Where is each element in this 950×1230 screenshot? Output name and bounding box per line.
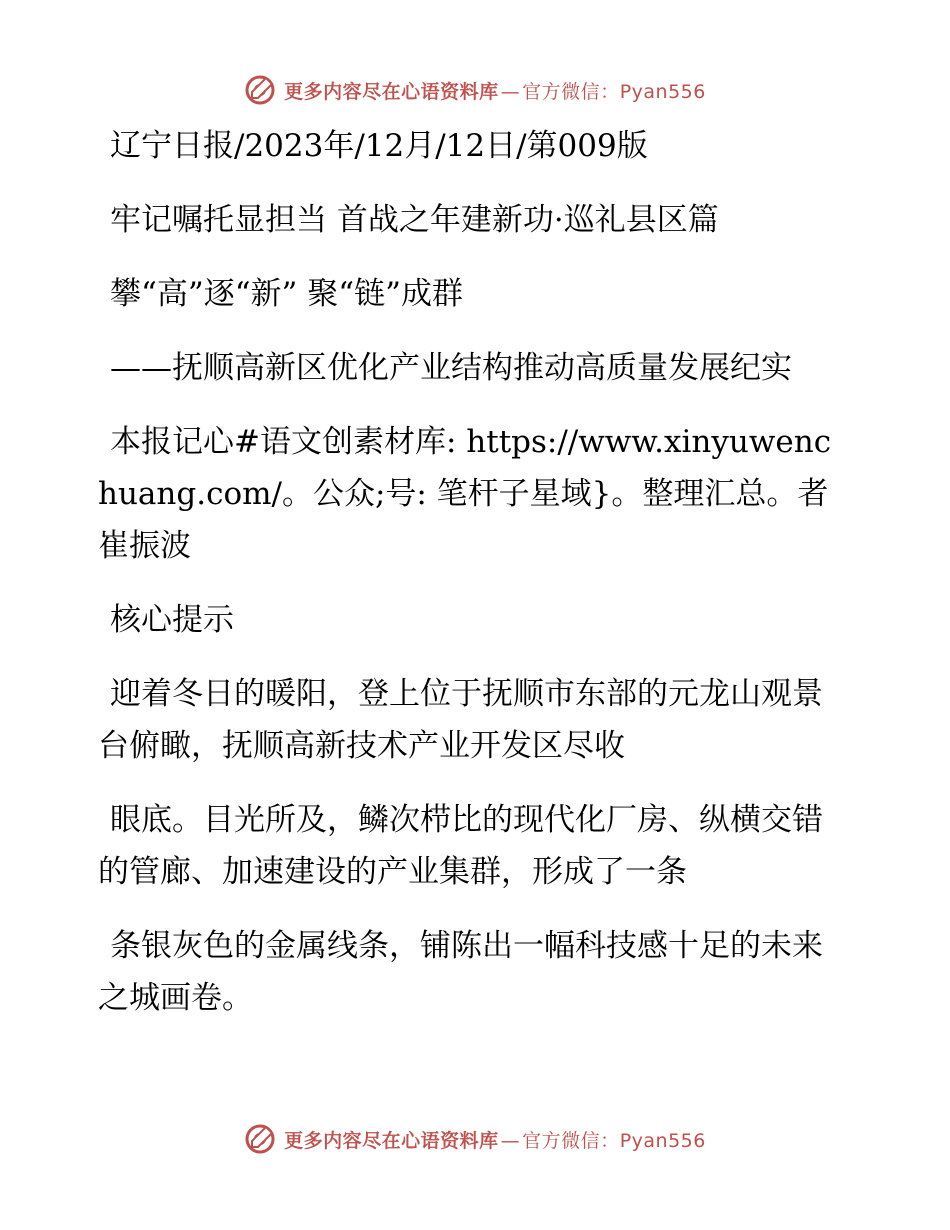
watermark-wechat-id: Pyan556 (619, 1129, 706, 1152)
quill-seal-icon (244, 74, 276, 106)
body-paragraph: 条银灰色的金属线条，铺陈出一幅科技感十足的未来之城画卷。 (98, 928, 823, 1016)
article-headline: 攀“高”逐“新” 聚“链”成群 (110, 276, 463, 312)
article-subtitle: ——抚顺高新区优化产业结构推动高质量发展纪实 (110, 350, 792, 386)
watermark-wechat-id: Pyan556 (619, 80, 706, 103)
watermark-wechat-label: 官方微信： (522, 1129, 620, 1152)
publication-line: 辽宁日报/2023年/12月/12日/第009版 (110, 128, 648, 164)
document-body (98, 120, 838, 1046)
section-heading: 核心提示 (110, 602, 234, 638)
body-paragraph: 迎着冬日的暖阳，登上位于抚顺市东部的元龙山观景台俯瞰，抚顺高新技术产业开发区尽收 (98, 676, 823, 764)
footer-watermark (0, 1119, 950, 1159)
watermark-separator: — (500, 1129, 521, 1152)
watermark-text (284, 1126, 706, 1153)
header-watermark (0, 70, 950, 110)
watermark-separator: — (500, 80, 521, 103)
body-paragraph: 眼底。目光所及，鳞次栉比的现代化厂房、纵横交错的管廊、加速建设的产业集群，形成了一条 (98, 802, 823, 890)
byline: 本报记心#语文创素材库: https://www.xinyuwenchuang.com/。公众;号: 笔杆子星域}。整理汇总。者 崔振波 (98, 424, 832, 564)
watermark-text (284, 77, 706, 104)
watermark-brand: 更多内容尽在心语资料库 (284, 80, 499, 103)
watermark-wechat-label: 官方微信： (522, 80, 620, 103)
column-title: 牢记嘱托显担当 首战之年建新功·巡礼县区篇 (110, 202, 719, 238)
watermark-brand: 更多内容尽在心语资料库 (284, 1129, 499, 1152)
quill-seal-icon (244, 1123, 276, 1155)
